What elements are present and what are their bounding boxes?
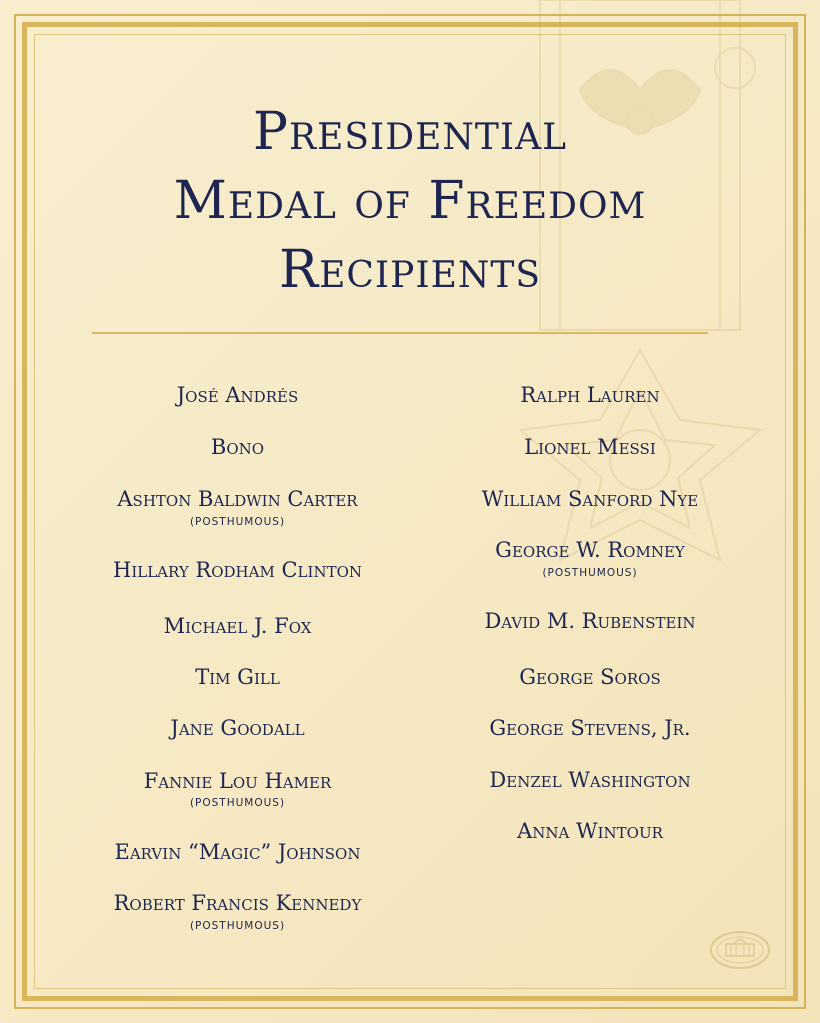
- recipient-name: Ashton Baldwin Carter: [117, 487, 358, 511]
- recipient-name: Bono: [210, 435, 265, 459]
- recipient-name: Ralph Lauren: [520, 383, 660, 407]
- page-title: [0, 98, 820, 305]
- recipient-name: George Soros: [519, 665, 661, 689]
- recipient-name: William Sanford Nye: [481, 487, 699, 511]
- recipient-name: Fannie Lou Hamer: [143, 769, 332, 793]
- title-line-3: Recipients: [278, 240, 542, 300]
- recipient-name: Robert Francis Kennedy: [113, 891, 362, 915]
- recipient-name: Denzel Washington: [489, 768, 691, 792]
- recipient-note: (POSTHUMOUS): [189, 797, 286, 809]
- recipient-note: (POSTHUMOUS): [542, 567, 638, 579]
- title-line-1: Presidential: [252, 102, 568, 162]
- recipient-name: Michael J. Fox: [163, 614, 312, 638]
- recipient-name: Hillary Rodham Clinton: [113, 558, 362, 582]
- recipient-note: (POSTHUMOUS): [189, 920, 286, 932]
- recipient-name: Jane Goodall: [170, 716, 305, 740]
- recipient-name: José Andrés: [176, 383, 299, 407]
- recipient-name: David M. Rubenstein: [484, 609, 696, 633]
- recipient-name: Tim Gill: [195, 665, 280, 689]
- recipient-name: Lionel Messi: [524, 435, 656, 459]
- recipient-name: Earvin “Magic” Johnson: [114, 840, 361, 864]
- recipient-name: George Stevens, Jr.: [489, 716, 691, 740]
- recipient-name: Anna Wintour: [517, 819, 663, 843]
- white-house-seal-icon: [709, 930, 771, 970]
- title-divider: [92, 332, 708, 334]
- recipient-name: George W. Romney: [495, 538, 685, 562]
- recipient-note: (POSTHUMOUS): [189, 516, 286, 528]
- title-line-2: Medal of Freedom: [173, 171, 647, 231]
